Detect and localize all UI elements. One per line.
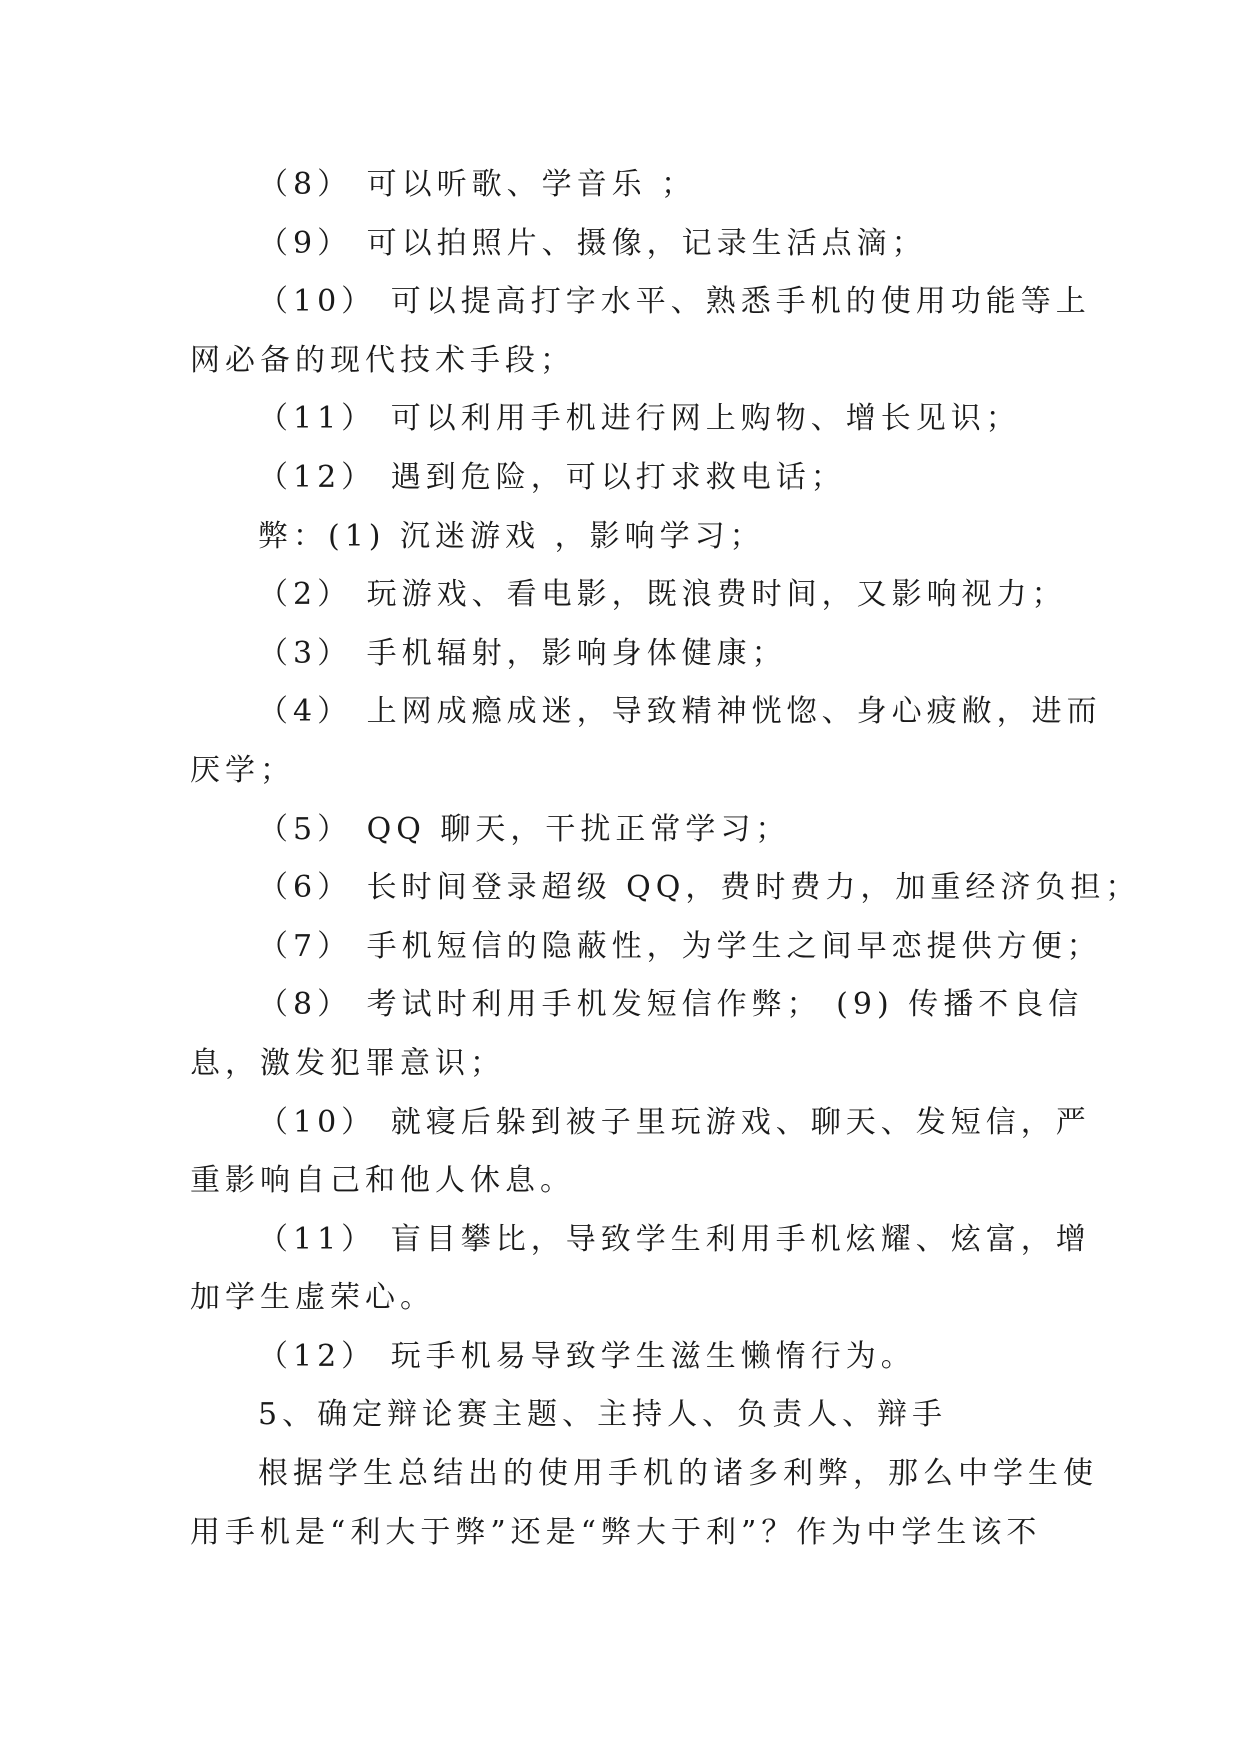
- paragraph-line: （9） 可以拍照片、摄像，记录生活点滴；: [258, 225, 927, 261]
- paragraph-line: （3） 手机辐射，影响身体健康；: [258, 635, 787, 671]
- paragraph-line: （11） 可以利用手机进行网上购物、增长见识；: [258, 401, 1021, 437]
- paragraph-line: （11） 盲目攀比，导致学生利用手机炫耀、炫富，增: [258, 1221, 1091, 1257]
- paragraph-line: （12） 玩手机易导致学生滋生懒惰行为。: [258, 1338, 916, 1374]
- document-body: [190, 156, 1141, 1562]
- paragraph-line: 息，激发犯罪意识；: [190, 1045, 505, 1081]
- paragraph-line: 根据学生总结出的使用手机的诸多利弊，那么中学生使: [258, 1456, 1098, 1492]
- paragraph-line: 重影响自己和他人休息。: [190, 1163, 575, 1199]
- paragraph-line: （12） 遇到危险，可以打求救电话；: [258, 459, 846, 495]
- paragraph-line: （8） 可以听歌、学音乐 ；: [258, 167, 697, 202]
- paragraph-line: 弊：(1) 沉迷游戏 ，影响学习；: [258, 518, 765, 554]
- paragraph-line: （7） 手机短信的隐蔽性，为学生之间早恋提供方便；: [258, 928, 1102, 964]
- paragraph-line: 5、确定辩论赛主题、主持人、负责人、辩手: [258, 1397, 948, 1433]
- paragraph-line: （6） 长时间登录超级 QQ，费时费力，加重经济负担；: [258, 870, 1141, 906]
- paragraph-line: 厌学；: [190, 752, 295, 788]
- paragraph-line: 加学生虚荣心。: [190, 1280, 435, 1316]
- paragraph-line: （2） 玩游戏、看电影，既浪费时间，又影响视力；: [258, 577, 1067, 613]
- paragraph-line: （5） QQ 聊天，干扰正常学习；: [258, 811, 791, 847]
- paragraph-line: （4） 上网成瘾成迷，导致精神恍惚、身心疲敝，进而: [258, 694, 1102, 730]
- paragraph-line: 用手机是“利大于弊”还是“弊大于利”？作为中学生该不: [190, 1514, 1042, 1550]
- paragraph-line: （8） 考试时利用手机发短信作弊； (9) 传播不良信: [258, 987, 1084, 1023]
- paragraph-line: （10） 就寝后躲到被子里玩游戏、聊天、发短信，严: [258, 1104, 1091, 1140]
- paragraph-line: （10） 可以提高打字水平、熟悉手机的使用功能等上: [258, 284, 1091, 320]
- paragraph-line: 网必备的现代技术手段；: [190, 342, 575, 378]
